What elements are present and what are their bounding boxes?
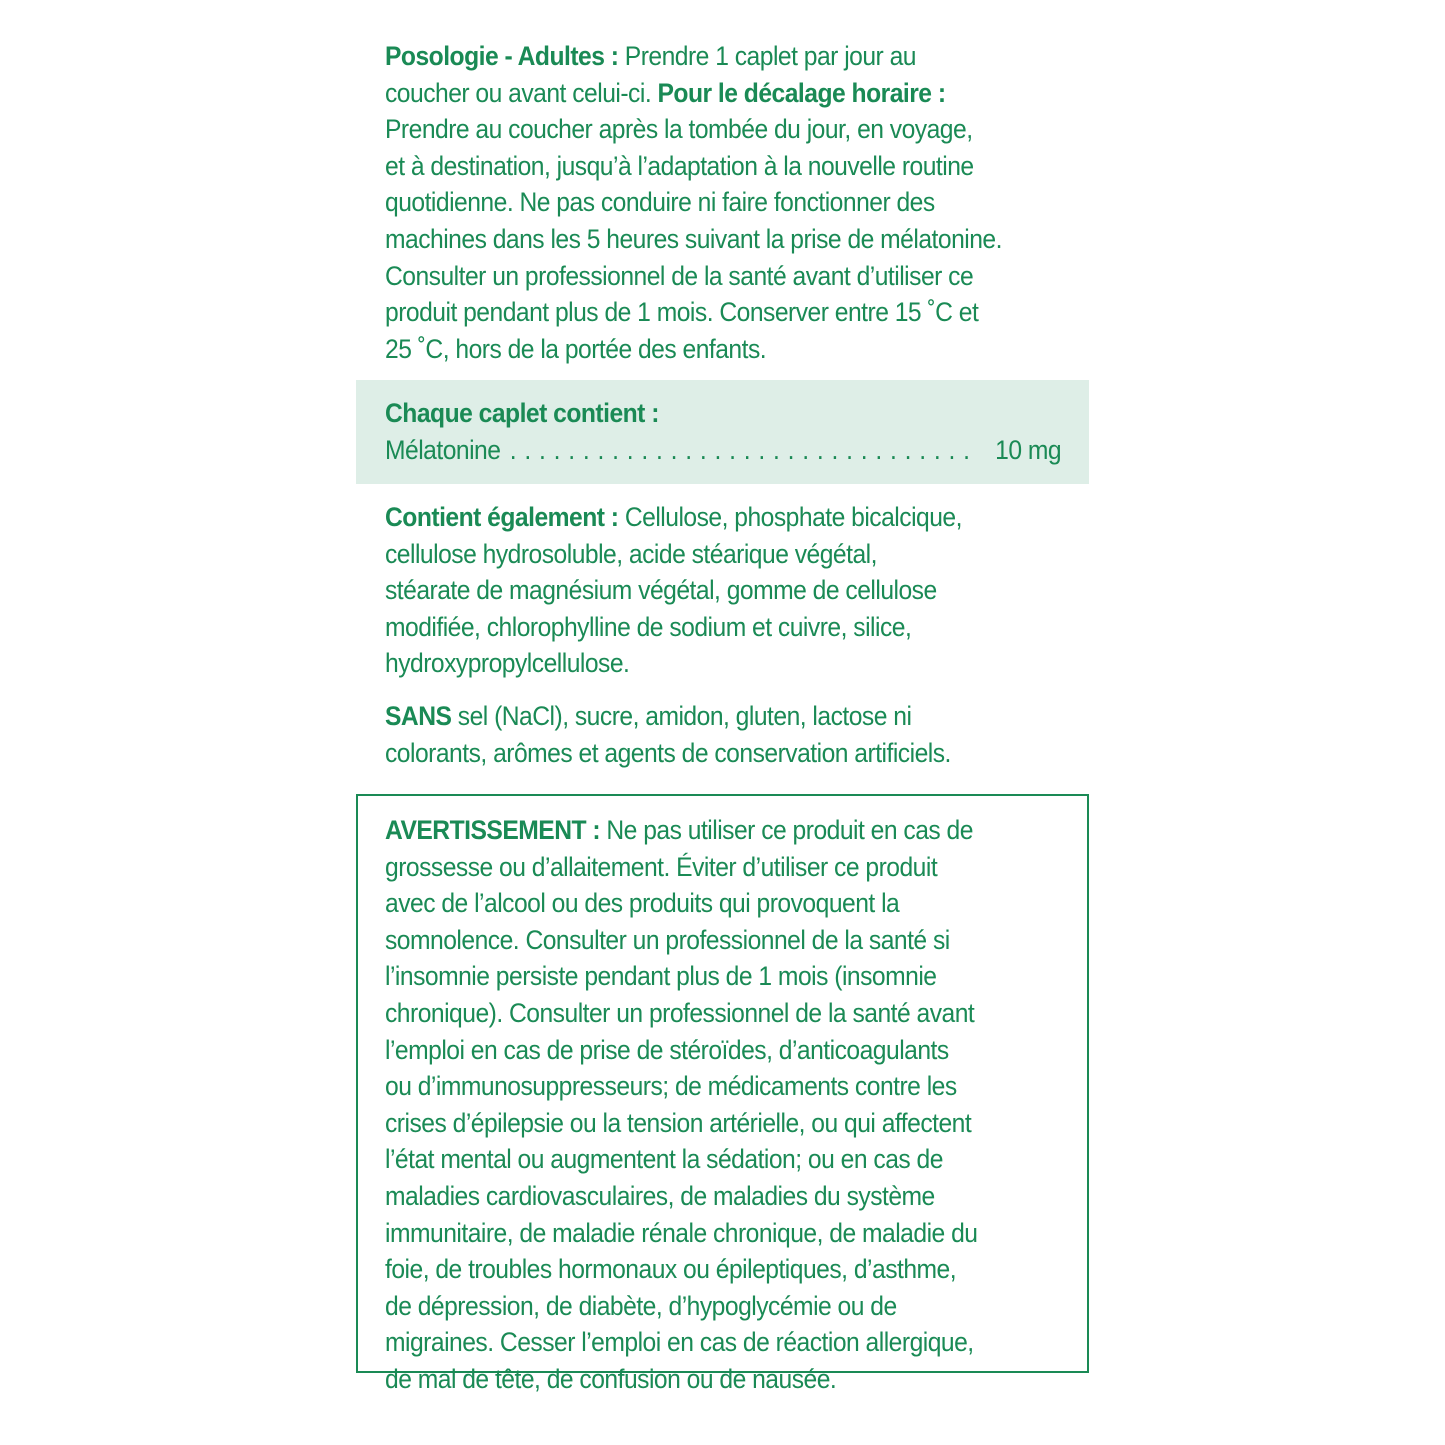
text-line: [385, 922, 1038, 959]
text-line: [385, 258, 1040, 295]
text-line: [385, 536, 1040, 573]
text-line: [385, 609, 1040, 646]
text-segment: de mal de tête, de confusion ou de nausée.: [385, 1363, 837, 1394]
text-line: [385, 1324, 1038, 1361]
text-segment: l’emploi en cas de prise de stéroïdes, d’anticoagulants: [385, 1034, 949, 1065]
text-segment: machines dans les 5 heures suivant la prise de mélatonine.: [385, 223, 1002, 254]
text-line: [385, 735, 1040, 772]
non-medicinal-text: [385, 499, 1040, 682]
text-line: [385, 1141, 1038, 1178]
text-line: [385, 645, 1040, 682]
text-segment: Ne pas utiliser ce produit en cas de: [600, 815, 973, 845]
medicinal-heading-text: Chaque caplet contient :: [385, 398, 659, 428]
text-segment: avec de l’alcool ou des produits qui provoquent la: [385, 888, 900, 919]
ingredient-row: [385, 432, 1061, 469]
bold-text-segment: AVERTISSEMENT :: [385, 815, 601, 845]
bold-text-segment: SANS: [385, 701, 452, 731]
text-segment: Prendre au coucher après la tombée du jour, en voyage,: [385, 114, 973, 145]
text-segment: l’insomnie persiste pendant plus de 1 mois (insomnie: [385, 961, 937, 992]
text-line: [385, 38, 1040, 75]
text-segment: et à destination, jusqu’à l’adaptation à la nouvelle routine: [385, 150, 974, 181]
text-segment: Consulter un professionnel de la santé avant d’utiliser ce: [385, 260, 974, 291]
text-line: [385, 698, 1040, 735]
medicinal-ingredients-box: [356, 380, 1089, 484]
text-segment: grossesse ou d’allaitement. Éviter d’utiliser ce produit: [385, 851, 938, 882]
text-line: [385, 812, 1038, 849]
text-segment: sel (NaCl), sucre, amidon, gluten, lactose ni: [451, 701, 912, 731]
ingredient-amount: 10 mg: [995, 434, 1062, 465]
text-segment: cellulose hydrosoluble, acide stéarique végétal,: [385, 538, 877, 569]
text-segment: chronique). Consulter un professionnel de la santé avant: [385, 997, 975, 1028]
text-segment: stéarate de magnésium végétal, gomme de cellulose: [385, 575, 937, 606]
text-line: [385, 1032, 1038, 1069]
medicinal-ingredients-heading: [385, 395, 1009, 432]
text-line: [385, 885, 1038, 922]
text-segment: immunitaire, de maladie rénale chronique, de maladie du: [385, 1217, 978, 1248]
warning-box: [356, 794, 1089, 1394]
text-line: [385, 75, 1040, 112]
free-of-text: [385, 698, 1040, 771]
text-segment: migraines. Cesser l’emploi en cas de réaction allergique,: [385, 1327, 974, 1358]
text-line: [385, 148, 1040, 185]
text-segment: 25 ˚C, hors de la portée des enfants.: [385, 333, 767, 364]
text-segment: produit pendant plus de 1 mois. Conserver entre 15 ˚C et: [385, 297, 979, 328]
text-line: [385, 1105, 1038, 1142]
warning-text: [385, 812, 1038, 1398]
bold-text-segment: Posologie - Adultes :: [385, 41, 619, 71]
text-segment: ou d’immunosuppresseurs; de médicaments contre les: [385, 1071, 957, 1102]
dosage-section: [356, 38, 1089, 367]
non-medicinal-ingredients-section: [356, 499, 1089, 682]
text-segment: hydroxypropylcellulose.: [385, 648, 630, 679]
text-segment: de dépression, de diabète, d’hypoglycémie ou de: [385, 1290, 897, 1321]
text-line: [385, 1361, 1038, 1398]
text-line: [385, 331, 1040, 368]
text-segment: coucher ou avant celui-ci.: [385, 77, 658, 108]
text-segment: Cellulose, phosphate bicalcique,: [618, 502, 962, 532]
text-segment: Prendre 1 caplet par jour au: [618, 41, 916, 71]
text-line: [385, 958, 1038, 995]
ingredient-name: Mélatonine: [385, 434, 501, 465]
bold-text-segment: Contient également :: [385, 502, 619, 532]
dot-leader: [510, 432, 979, 469]
bold-text-segment: Pour le décalage horaire :: [657, 77, 946, 108]
ingredient-row-wrapper: [385, 432, 1061, 469]
text-line: [385, 1068, 1038, 1105]
text-line: [385, 995, 1038, 1032]
text-segment: foie, de troubles hormonaux ou épileptiques, d’asthme,: [385, 1254, 957, 1285]
text-line: [385, 849, 1038, 886]
text-line: [385, 294, 1040, 331]
text-line: [385, 1288, 1038, 1325]
text-line: [385, 1178, 1038, 1215]
text-line: [385, 572, 1040, 609]
text-line: [385, 221, 1040, 258]
text-line: [385, 1251, 1038, 1288]
text-segment: l’état mental ou augmentent la sédation; ou en cas de: [385, 1144, 943, 1175]
text-segment: maladies cardiovasculaires, de maladies du système: [385, 1180, 935, 1211]
text-line: [385, 111, 1040, 148]
text-line: [385, 499, 1040, 536]
text-segment: modifiée, chlorophylline de sodium et cuivre, silice,: [385, 611, 912, 642]
text-line: [385, 1215, 1038, 1252]
text-segment: colorants, arômes et agents de conservation artificiels.: [385, 737, 951, 768]
dosage-text: [385, 38, 1040, 367]
free-of-section: [356, 698, 1089, 771]
text-segment: quotidienne. Ne pas conduire ni faire fonctionner des: [385, 187, 935, 218]
text-segment: crises d’épilepsie ou la tension artérielle, ou qui affectent: [385, 1107, 972, 1138]
text-segment: somnolence. Consulter un professionnel de la santé si: [385, 924, 950, 955]
text-line: [385, 184, 1040, 221]
